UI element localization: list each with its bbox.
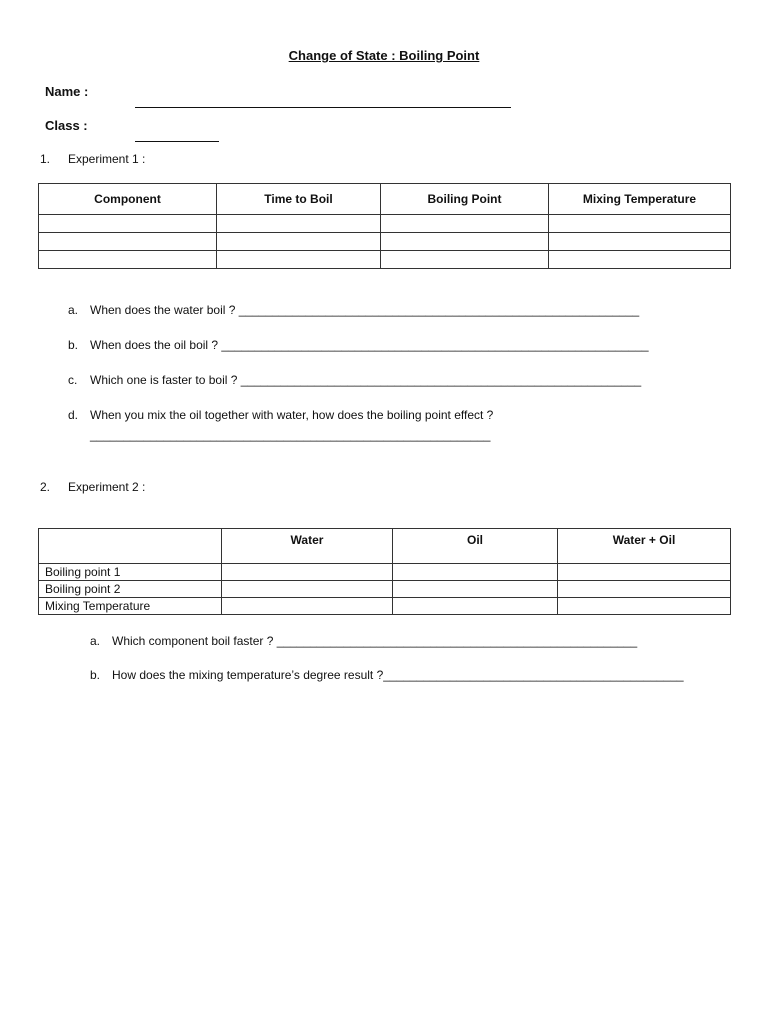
question-text: When you mix the oil together with water, how does the boiling point effect ? [90, 408, 494, 422]
table-cell[interactable] [549, 251, 731, 269]
table-cell[interactable] [393, 564, 558, 581]
question-letter: b. [90, 668, 101, 682]
page-title: Change of State : Boiling Point [288, 48, 480, 63]
experiment2-table [38, 528, 731, 615]
question-letter: d. [68, 408, 79, 422]
table-cell[interactable] [217, 215, 381, 233]
question-text: When does the water boil ? ____________________________________________________________ [90, 303, 640, 317]
table-header-row [39, 184, 731, 215]
table-row [39, 598, 731, 615]
table-row [39, 251, 731, 269]
question-1d-answer-line[interactable]: ____________________________________________________________ [90, 428, 491, 442]
class-line[interactable] [135, 131, 219, 145]
table-cell[interactable] [393, 581, 558, 598]
question-2a [90, 634, 637, 648]
question-1b [68, 338, 649, 352]
table-cell[interactable] [39, 215, 217, 233]
experiment1-table [38, 183, 731, 269]
name-line[interactable] [135, 97, 511, 111]
table-cell[interactable] [558, 581, 731, 598]
question-1d [68, 408, 493, 422]
question-1c [68, 373, 641, 387]
table-cell[interactable] [558, 564, 731, 581]
table-header-cell: Boiling Point [381, 184, 549, 215]
table-header-cell [39, 529, 222, 564]
table-cell[interactable] [549, 215, 731, 233]
table-cell[interactable] [217, 251, 381, 269]
table-row [39, 233, 731, 251]
table-row [39, 581, 731, 598]
table-header-cell: Component [39, 184, 217, 215]
table-cell[interactable] [381, 215, 549, 233]
table-header-cell: Water [222, 529, 393, 564]
row-label: Boiling point 2 [39, 581, 222, 598]
table-cell[interactable] [381, 233, 549, 251]
section2-label: Experiment 2 : [68, 480, 146, 494]
table-cell[interactable] [222, 564, 393, 581]
table-cell[interactable] [222, 581, 393, 598]
table-row [39, 215, 731, 233]
table-cell[interactable] [222, 598, 393, 615]
question-text: How does the mixing temperature’s degree result ?_____________________________________________ [112, 668, 684, 682]
question-text: When does the oil boil ? ________________________________________________________________ [90, 338, 649, 352]
section1-number: 1. [40, 152, 51, 166]
table-cell[interactable] [39, 251, 217, 269]
question-text: Which component boil faster ? ______________________________________________________ [112, 634, 638, 648]
question-text: Which one is faster to boil ? ____________________________________________________________ [90, 373, 642, 387]
question-letter: c. [68, 373, 78, 387]
section1-label: Experiment 1 : [68, 152, 146, 166]
row-label: Boiling point 1 [39, 564, 222, 581]
row-label: Mixing Temperature [39, 598, 222, 615]
class-label: Class : [45, 118, 88, 133]
table-cell[interactable] [393, 598, 558, 615]
question-letter: a. [90, 634, 101, 648]
table-header-cell: Oil [393, 529, 558, 564]
question-letter: a. [68, 303, 79, 317]
table-header-cell: Water + Oil [558, 529, 731, 564]
question-1a [68, 303, 639, 317]
name-label: Name : [45, 84, 89, 99]
table-cell[interactable] [558, 598, 731, 615]
table-cell[interactable] [549, 233, 731, 251]
table-row [39, 564, 731, 581]
table-header-cell: Time to Boil [217, 184, 381, 215]
table-cell[interactable] [39, 233, 217, 251]
table-cell[interactable] [381, 251, 549, 269]
question-2b [90, 668, 684, 682]
section2-number: 2. [40, 480, 51, 494]
table-header-row [39, 529, 731, 564]
table-cell[interactable] [217, 233, 381, 251]
question-letter: b. [68, 338, 79, 352]
table-header-cell: Mixing Temperature [549, 184, 731, 215]
